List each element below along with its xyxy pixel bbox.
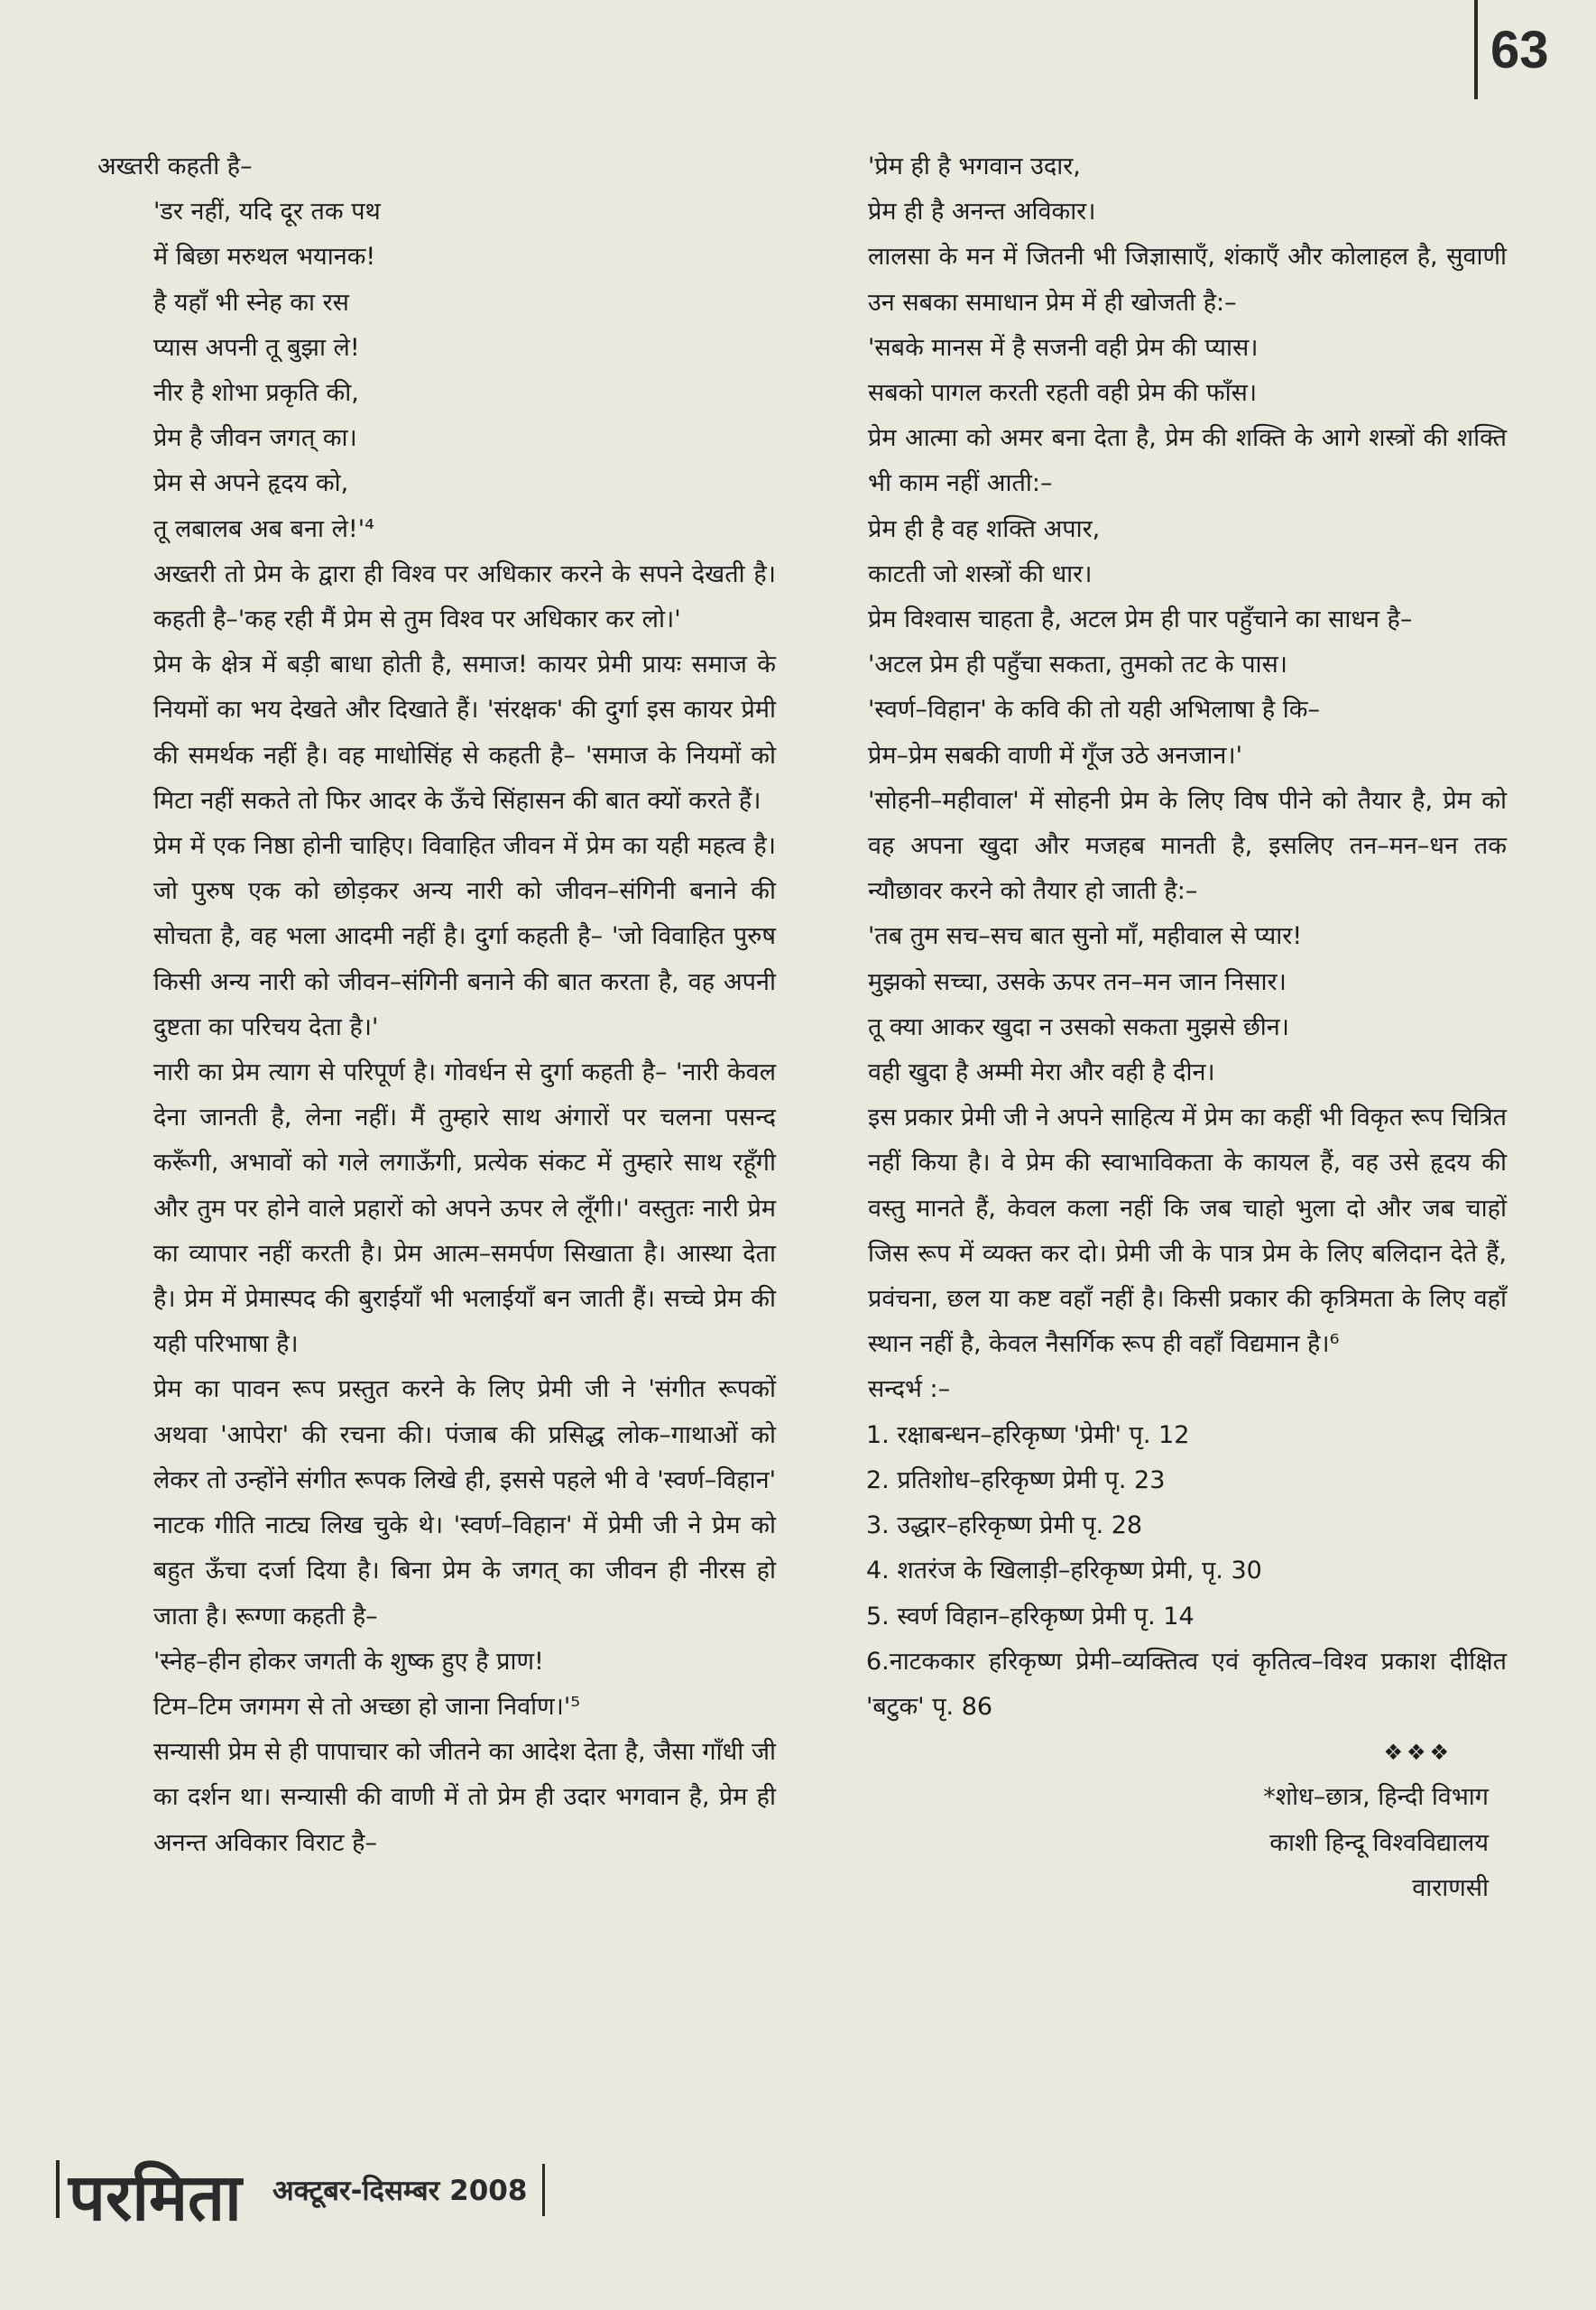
verse-line: 'प्रेम ही है भगवान उदार,: [868, 152, 1081, 180]
section-end-ornament: ❖❖❖: [1383, 1740, 1453, 1766]
page-number: 63: [1490, 21, 1549, 79]
paragraph: सन्यासी प्रेम से ही पापाचार को जीतने का आदेश देता है, जैसा गाँधी जी का दर्शन था। सन्यासी की वाणी में तो प्रेम ही उदार भगवान है, प्रेम ही अनन्त अविकार विराट है–: [153, 1738, 776, 1857]
verse-line: 'तब तुम सच–सच बात सुनो माँ, महीवाल से प्यार!: [868, 922, 1303, 951]
reference-item: 5. स्वर्ण विहान–हरिकृष्ण प्रेमी पृ. 14: [866, 1602, 1195, 1631]
verse-line: प्रेम ही है वह शक्ति अपार,: [868, 514, 1101, 543]
references-list: [812, 1413, 1507, 1730]
reference-item: 2. प्रतिशोध–हरिकृष्ण प्रेमी पृ. 23: [866, 1465, 1166, 1494]
paragraph: नारी का प्रेम त्याग से परिपूर्ण है। गोवर्धन से दुर्गा कहती है– 'नारी केवल देना जानती है, लेना नहीं। मैं तुम्हारे साथ अंगारों पर चलना पसन्द करूँगी, अभावों को गले लगाऊँगी, प्रत्येक संकट में तुम्हारे साथ रहूँगी और तुम पर होने वाले प्रहारों को अपने ऊपर ले लूँगी।' वस्तुतः नारी प्रेम का व्यापार नहीं करती है। प्रेम आत्म–समर्पण सिखाता है। आस्था देता है। प्रेम में प्रेमास्पद की बुराईयाँ भी भलाईयाँ बन जाती हैं। सच्चे प्रेम की यही परिभाषा है।: [153, 1058, 776, 1359]
verse-line: तू क्या आकर खुदा न उसको सकता मुझसे छीन।: [868, 1012, 1290, 1041]
author-affiliation-line: काशी हिन्दू विश्वविद्यालय: [1269, 1828, 1489, 1857]
verse-line: तू लबालब अब बना ले!'⁴: [153, 514, 374, 543]
paragraph: लालसा के मन में जितनी भी जिज्ञासाएँ, शंकाएँ और कोलाहल है, सुवाणी उन सबका समाधान प्रेम में ही खोजती है:–: [868, 243, 1507, 317]
verse-line: नीर है शोभा प्रकृति की,: [153, 379, 359, 408]
footer-rule-left: [56, 2160, 60, 2218]
page-number-rule: [1474, 0, 1478, 99]
paragraph: प्रेम में एक निष्ठा होनी चाहिए। विवाहित जीवन में प्रेम का यही महत्व है। जो पुरुष एक को छोड़कर अन्य नारी को जीवन–संगिनी बनाने की सोचता है, वह भला आदमी नहीं है। दुर्गा कहती है– 'जो विवाहित पुरुष किसी अन्य नारी को जीवन–संगिनी बनाने की बात करता है, वह अपनी दुष्टता का परिचय देता है।': [153, 832, 776, 1041]
verse-line: प्रेम से अपने हृदय को,: [153, 469, 349, 498]
verse-line: प्रेम है जीवन जगत् का।: [153, 424, 357, 453]
paragraph: 'सोहनी–महीवाल' में सोहनी प्रेम के लिए विष पीने को तैयार है, प्रेम को वह अपना खुदा और मजहब मानती है, इसलिए तन–मन–धन तक न्यौछावर करने को तैयार हो जाती है:–: [868, 786, 1507, 906]
verse-line: में बिछा मरुथल भयानक!: [153, 243, 376, 272]
author-affiliation-line: *शोध–छात्र, हिन्दी विभाग: [1263, 1783, 1489, 1812]
verse-line: मुझको सच्चा, उसके ऊपर तन–मन जान निसार।: [868, 967, 1287, 996]
issue-date: अक्टूबर-दिसम्बर 2008: [272, 2175, 528, 2207]
right-column-body: [812, 144, 1507, 1367]
verse-line: टिम–टिम जगमग से तो अच्छा हो जाना निर्वाण।'⁵: [153, 1692, 581, 1721]
verse-line: 'डर नहीं, यदि दूर तक पथ: [153, 198, 381, 226]
paragraph: प्रेम का पावन रूप प्रस्तुत करने के लिए प्रेमी जी ने 'संगीत रूपकों अथवा 'आपेरा' की रचना की। पंजाब की प्रसिद्ध लोक–गाथाओं को लेकर तो उन्होंने संगीत रूपक लिखे ही, इससे पहले भी वे 'स्वर्ण–विहान' नाटक गीति नाट्य लिख चुके थे। 'स्वर्ण–विहान' में प्रेमी जी ने प्रेम को बहुत ऊँचा दर्जा दिया है। बिना प्रेम के जगत् का जीवन ही नीरस हो जाता है। रूग्णा कहती है–: [153, 1375, 776, 1631]
author-affiliation-line: वाराणसी: [1412, 1873, 1489, 1902]
journal-masthead: परमिता: [69, 2159, 242, 2235]
paragraph: प्रेम के क्षेत्र में बड़ी बाधा होती है, समाज! कायर प्रेमी प्रायः समाज के नियमों का भय देखते और दिखाते हैं। 'संरक्षक' की दुर्गा इस कायर प्रेमी की समर्थक नहीं है। वह माधोसिंह से कहती है– 'समाज के नियमों को मिटा नहीं सकते तो फिर आदर के ऊँचे सिंहासन की बात क्यों करते हैं।: [153, 651, 776, 815]
verse-line: 'स्नेह–हीन होकर जगती के शुष्क हुए है प्राण!: [153, 1647, 544, 1676]
reference-item: 4. शतरंज के खिलाड़ी–हरिकृष्ण प्रेमी, पृ. 30: [866, 1557, 1262, 1585]
verse-line: है यहाँ भी स्नेह का रस: [153, 288, 349, 317]
verse-line: सबको पागल करती रहती वही प्रेम की फाँस।: [868, 379, 1258, 408]
paragraph: प्रेम आत्मा को अमर बना देता है, प्रेम की शक्ति के आगे शस्त्रों की शक्ति भी काम नहीं आती:–: [868, 424, 1507, 498]
reference-item: 6.नाटककार हरिकृष्ण प्रेमी–व्यक्तित्व एवं कृतित्व–विश्व प्रकाश दीक्षित 'बटुक' पृ. 86: [866, 1647, 1507, 1721]
references-heading: सन्दर्भ :–: [868, 1375, 951, 1404]
verse-line: प्रेम ही है अनन्त अविकार।: [868, 198, 1096, 226]
right-column: [812, 144, 1507, 1911]
reference-item: 3. उद्धार–हरिकृष्ण प्रेमी पृ. 28: [866, 1511, 1143, 1540]
verse-line: काटती जो शस्त्रों की धार।: [868, 559, 1093, 588]
footer-rule-right: [542, 2164, 545, 2216]
paragraph: इस प्रकार प्रेमी जी ने अपने साहित्य में प्रेम का कहीं भी विकृत रूप चित्रित नहीं किया है। वे प्रेम की स्वाभाविकता के कायल हैं, वह उसे हृदय की वस्तु मानते हैं, केवल कला नहीं कि जब चाहो भुला दो और जब चाहों जिस रूप में व्यक्त कर दो। प्रेमी जी के पात्र प्रेम के लिए बलिदान देते हैं, प्रवंचना, छल या कष्ट वहाँ नहीं है। किसी प्रकार की कृत्रिमता के लिए वहाँ स्थान नहीं है, केवल नैसर्गिक रूप ही वहाँ विद्यमान है।⁶: [868, 1104, 1507, 1359]
verse-line: प्यास अपनी तू बुझा ले!: [153, 333, 360, 362]
verse-line: 'अटल प्रेम ही पहुँचा सकता, तुमको तट के पास।: [868, 651, 1288, 679]
paragraph: अख्तरी तो प्रेम के द्वारा ही विश्व पर अधिकार करने के सपने देखती है। कहती है–'कह रही मैं प्रेम से तुम विश्व पर अधिकार कर लो।': [153, 559, 776, 634]
verse-line: वही खुदा है अम्मी मेरा और वही है दीन।: [868, 1058, 1215, 1087]
verse-line: प्रेम–प्रेम सबकी वाणी में गूँज उठे अनजान।': [868, 741, 1243, 770]
reference-item: 1. रक्षाबन्धन–हरिकृष्ण 'प्रेमी' पृ. 12: [866, 1420, 1190, 1449]
paragraph: प्रेम विश्वास चाहता है, अटल प्रेम ही पार पहुँचाने का साधन है–: [868, 605, 1413, 634]
verse-line: 'सबके मानस में है सजनी वही प्रेम की प्यास।: [868, 333, 1259, 362]
verse-line: 'स्वर्ण–विहान' के कवि की तो यही अभिलाषा है कि–: [868, 696, 1321, 725]
left-column: [97, 144, 776, 1866]
text-line: अख्तरी कहती है–: [97, 152, 253, 180]
